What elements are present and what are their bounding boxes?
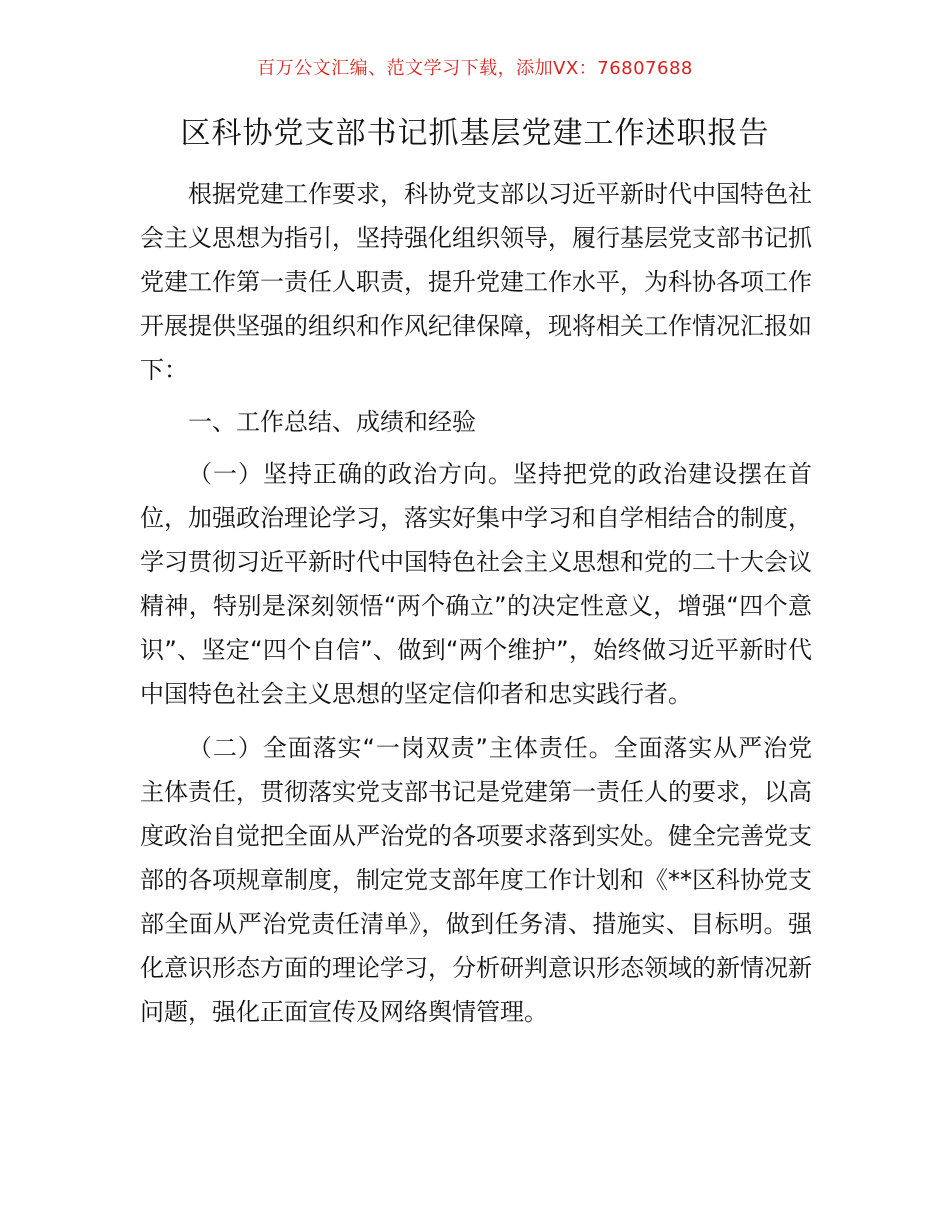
header-watermark-note: 百万公文汇编、范文学习下载，添加VX：76807688 [257, 58, 693, 79]
body-paragraph: （二）全面落实“一岗双责”主体责任。全面落实从严治党主体责任，贯彻落实党支部书记是党建第一责任人的要求，以高度政治自觉把全面从严治党的各项要求落到实处。健全完善党支部的各项规章制度，制定党支部年度工作计划和《**区科协党支部全面从严治党责任清单》，做到任务清、措施实、目标明。强化意识形态方面的理论学习，分析研判意识形态领域的新情况新问题，强化正面宣传及网络舆情管理。 [140, 734, 812, 1026]
section-heading: 一、工作总结、成绩和经验 [188, 408, 476, 436]
document-title: 区科协党支部书记抓基层党建工作述职报告 [180, 116, 770, 151]
intro-paragraph: 根据党建工作要求，科协党支部以习近平新时代中国特色社会主义思想为指引，坚持强化组织领导，履行基层党支部书记抓党建工作第一责任人职责，提升党建工作水平，为科协各项工作开展提供坚强的组织和作风纪律保障，现将相关工作情况汇报如下： [140, 180, 812, 384]
body-paragraph: （一）坚持正确的政治方向。坚持把党的政治建设摆在首位，加强政治理论学习，落实好集中学习和自学相结合的制度，学习贯彻习近平新时代中国特色社会主义思想和党的二十大会议精神，特别是深刻领悟“两个确立”的决定性意义，增强“四个意识”、坚定“四个自信”、做到“两个维护”，始终做习近平新时代中国特色社会主义思想的坚定信仰者和忠实践行者。 [140, 460, 812, 708]
document-body [140, 172, 812, 1034]
